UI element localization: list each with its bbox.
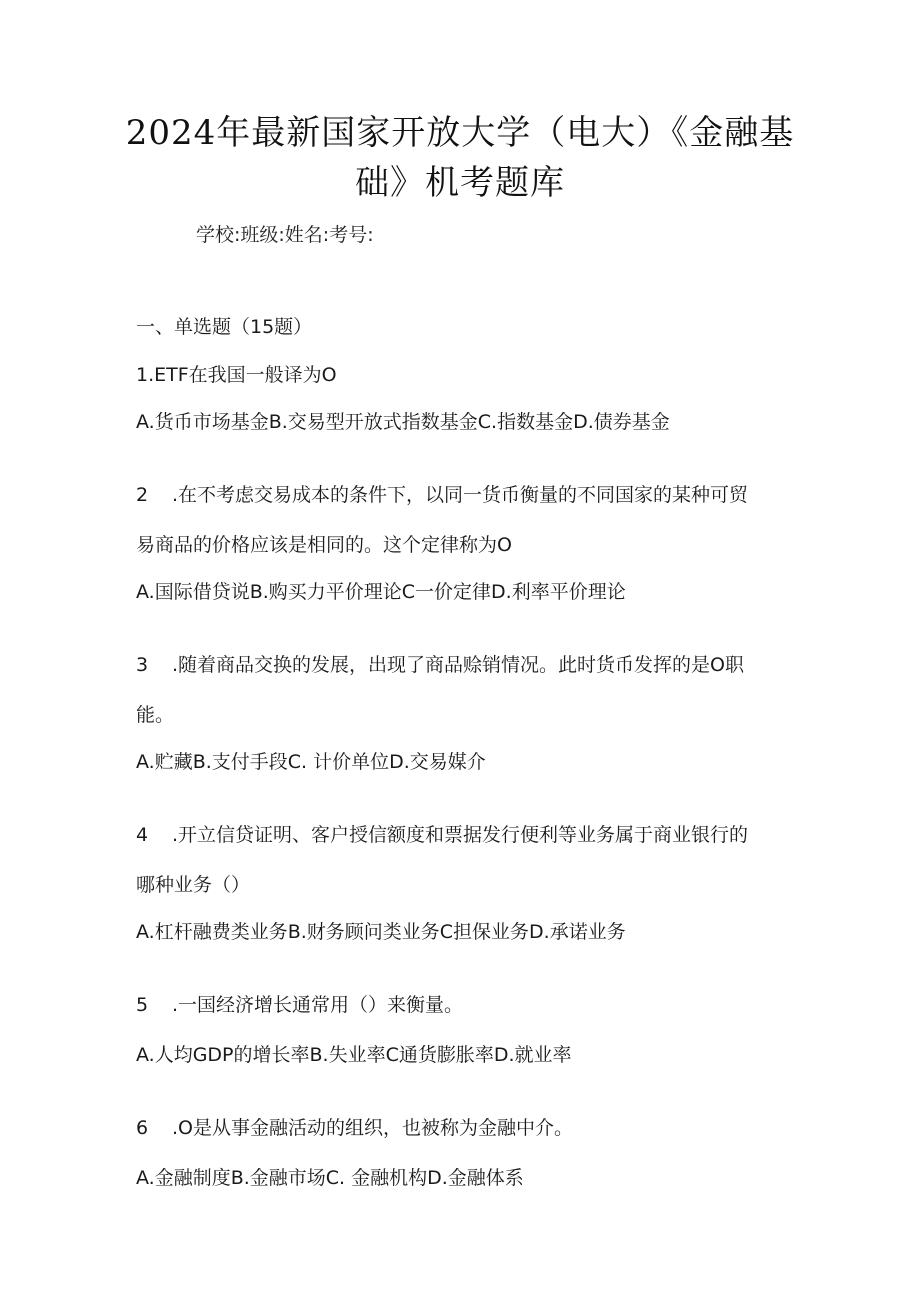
question-6-stem	[136, 1114, 573, 1142]
question-2-number: 2	[136, 484, 149, 506]
question-5-stem	[136, 991, 463, 1019]
question-3-number: 3	[136, 654, 149, 676]
question-6-options: A.金融制度B.金融市场C. 金融机构D.金融体系	[136, 1167, 524, 1189]
question-3-stem-line-2: 能。	[136, 704, 175, 726]
question-2-stem-line-1	[136, 481, 748, 509]
question-1-options: A.货币市场基金B.交易型开放式指数基金C.指数基金D.债券基金	[136, 411, 670, 433]
title-line-2: 础》机考题库	[355, 163, 565, 203]
question-4-stem-line-1	[136, 821, 748, 849]
question-6-text-1: .O是从事金融活动的组织，也被称为金融中介。	[172, 1117, 573, 1139]
question-5-text-1: .一国经济增长通常用（）来衡量。	[172, 994, 464, 1016]
question-3-options: A.贮藏B.支付手段C. 计价单位D.交易媒介	[136, 751, 486, 773]
question-5-number: 5	[136, 994, 149, 1016]
question-2-text-1: .在不考虑交易成本的条件下，以同一货币衡量的不同国家的某种可贸	[172, 484, 749, 506]
question-5-options: A.人均GDP的增长率B.失业率C通货膨胀率D.就业率	[136, 1044, 572, 1066]
question-4-stem-line-2: 哪种业务（）	[136, 874, 251, 896]
section-heading: 一、单选题（15题）	[136, 316, 313, 338]
title-line-1: 2024年最新国家开放大学（电大）《金融基	[125, 113, 795, 153]
question-1-stem: 1.ETF在我国一般译为O	[136, 364, 337, 386]
question-2-options: A.国际借贷说B.购买力平价理论C一价定律D.利率平价理论	[136, 581, 626, 603]
question-4-text-1: .开立信贷证明、客户授信额度和票据发行便利等业务属于商业银行的	[172, 824, 749, 846]
question-4-number: 4	[136, 824, 149, 846]
document-title	[100, 108, 820, 208]
question-4-options: A.杠杆融费类业务B.财务顾问类业务C担保业务D.承诺业务	[136, 921, 626, 943]
question-3-stem-line-1	[136, 651, 744, 679]
question-6-number: 6	[136, 1117, 149, 1139]
question-2-stem-line-2: 易商品的价格应该是相同的。这个定律称为O	[136, 534, 512, 556]
question-3-text-1: .随着商品交换的发展，出现了商品赊销情况。此时货币发挥的是O职	[172, 654, 744, 676]
student-info-line: 学校:班级:姓名:考号:	[196, 224, 374, 246]
